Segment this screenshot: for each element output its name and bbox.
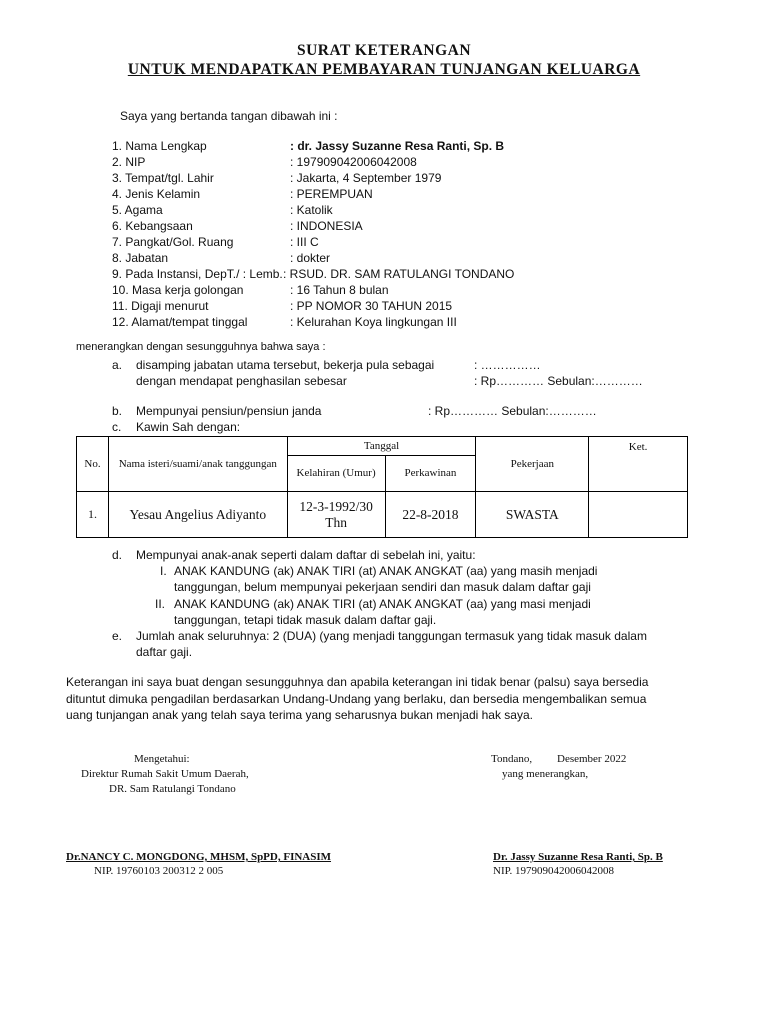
sign-left-role2: DR. Sam Ratulangi Tondano — [109, 783, 236, 795]
header-ket: Ket. — [589, 437, 688, 492]
field-value: : 197909042006042008 — [290, 155, 417, 169]
row-kelahiran: 12-3-1992/30 Thn — [287, 492, 385, 538]
closing-line3: uang tunjangan anak yang telah saya terima yang seharusnya bukan menjadi hak saya. — [66, 708, 533, 722]
item-e-marker: e. — [112, 629, 123, 643]
field-value: : Jakarta, 4 September 1979 — [290, 171, 442, 185]
item-e-line2: daftar gaji. — [136, 645, 193, 659]
sign-right-name: Dr. Jassy Suzanne Resa Ranti, Sp. B — [493, 851, 663, 863]
field-value: : RSUD. DR. SAM RATULANGI TONDANO — [283, 267, 515, 281]
item-d-i-marker: I. — [160, 564, 167, 578]
item-a-line2-value: : Rp………… Sebulan:………… — [474, 374, 643, 388]
closing-line1: Keterangan ini saya buat dengan sesungguhnya dan apabila keterangan ini tidak benar (palsu) saya bersedia — [66, 675, 649, 689]
closing-line2: dituntut dimuka pengadilan berdasarkan Undang-Undang yang berlaku, dan bersedia mengembalikan semua — [66, 692, 647, 706]
header-name: Nama isteri/suami/anak tanggungan — [108, 437, 287, 492]
item-a-line1-value: : …………… — [474, 358, 541, 372]
item-d-marker: d. — [112, 548, 123, 562]
row-pekerjaan: SWASTA — [476, 492, 589, 538]
field-value: : dokter — [290, 251, 331, 265]
field-label: 5. Agama — [112, 203, 163, 217]
header-perkawinan: Perkawinan — [385, 456, 476, 492]
item-d-i-line1: ANAK KANDUNG (ak) ANAK TIRI (at) ANAK ANGKAT (aa) yang masih menjadi — [174, 564, 598, 578]
item-d-ii-line1: ANAK KANDUNG (ak) ANAK TIRI (at) ANAK ANGKAT (aa) yang masi menjadi — [174, 597, 591, 611]
field-label: 6. Kebangsaan — [112, 219, 193, 233]
item-a-line2: dengan mendapat penghasilan sebesar — [136, 374, 347, 388]
row-no: 1. — [77, 492, 109, 538]
field-label: 2. NIP — [112, 155, 146, 169]
document-subtitle: UNTUK MENDAPATKAN PEMBAYARAN TUNJANGAN KELUARGA — [127, 61, 641, 78]
item-b-marker: b. — [112, 404, 123, 418]
sign-right-place: Tondano, — [491, 753, 533, 765]
header-no: No. — [77, 437, 109, 492]
document-title: SURAT KETERANGAN — [296, 42, 472, 59]
field-value: : PEREMPUAN — [290, 187, 373, 201]
field-label: 3. Tempat/tgl. Lahir — [112, 171, 214, 185]
row-ket — [589, 492, 688, 538]
item-c-text: Kawin Sah dengan: — [136, 420, 241, 434]
row-name: Yesau Angelius Adiyanto — [108, 492, 287, 538]
item-b-value: : Rp………… Sebulan:………… — [428, 404, 597, 418]
field-label: 8. Jabatan — [112, 251, 169, 265]
header-kelahiran: Kelahiran (Umur) — [287, 456, 385, 492]
field-value: : Kelurahan Koya lingkungan III — [290, 315, 457, 329]
sign-left-role1: Direktur Rumah Sakit Umum Daerah, — [81, 768, 249, 780]
field-value: : INDONESIA — [290, 219, 363, 233]
item-d-ii-marker: II. — [155, 597, 166, 611]
sign-right-nip: NIP. 197909042006042008 — [493, 865, 615, 877]
item-b-text: Mempunyai pensiun/pensiun janda — [136, 404, 322, 418]
header-pekerjaan: Pekerjaan — [476, 437, 589, 492]
sign-left-nip: NIP. 19760103 200312 2 005 — [94, 865, 224, 877]
spouse-table — [76, 436, 688, 538]
field-value: : III C — [290, 235, 319, 249]
item-d-ii-line2: tanggungan, tetapi tidak masuk dalam daftar gaji. — [174, 613, 437, 627]
sign-right-date: Desember 2022 — [557, 753, 627, 765]
field-label: 4. Jenis Kelamin — [112, 187, 201, 201]
item-e-line1: Jumlah anak seluruhnya: 2 (DUA) (yang menjadi tanggungan termasuk yang tidak masuk dalam — [136, 629, 647, 643]
item-a-marker: a. — [112, 358, 123, 372]
item-d-i-line2: tanggungan, belum mempunyai pekerjaan sendiri dan masuk dalam daftar gaji — [174, 580, 591, 594]
field-label: 9. Pada Instansi, DepT./ : Lemb. — [112, 267, 283, 281]
field-value: : PP NOMOR 30 TAHUN 2015 — [290, 299, 453, 313]
intro-text: Saya yang bertanda tangan dibawah ini : — [120, 109, 338, 123]
field-value: : Katolik — [290, 203, 333, 217]
statement-lead: menerangkan dengan sesungguhnya bahwa saya : — [76, 341, 326, 353]
sign-left-mengetahui: Mengetahui: — [134, 753, 190, 765]
header-tanggal: Tanggal — [287, 437, 476, 456]
field-label: 7. Pangkat/Gol. Ruang — [112, 235, 234, 249]
sign-right-role: yang menerangkan, — [502, 768, 589, 780]
field-label: 10. Masa kerja golongan — [112, 283, 244, 297]
item-d-text: Mempunyai anak-anak seperti dalam daftar di sebelah ini, yaitu: — [136, 548, 476, 562]
sign-left-name: Dr.NANCY C. MONGDONG, MHSM, SpPD, FINASIM — [66, 851, 332, 863]
table-row — [77, 492, 688, 538]
field-value: : dr. Jassy Suzanne Resa Ranti, Sp. B — [290, 139, 505, 153]
field-label: 12. Alamat/tempat tinggal — [112, 315, 248, 329]
field-label: 11. Digaji menurut — [112, 299, 209, 313]
field-label: 1. Nama Lengkap — [112, 139, 207, 153]
item-c-marker: c. — [112, 420, 122, 434]
row-perkawinan: 22-8-2018 — [385, 492, 476, 538]
item-a-line1: disamping jabatan utama tersebut, bekerja pula sebagai — [136, 358, 435, 372]
field-value: : 16 Tahun 8 bulan — [290, 283, 389, 297]
